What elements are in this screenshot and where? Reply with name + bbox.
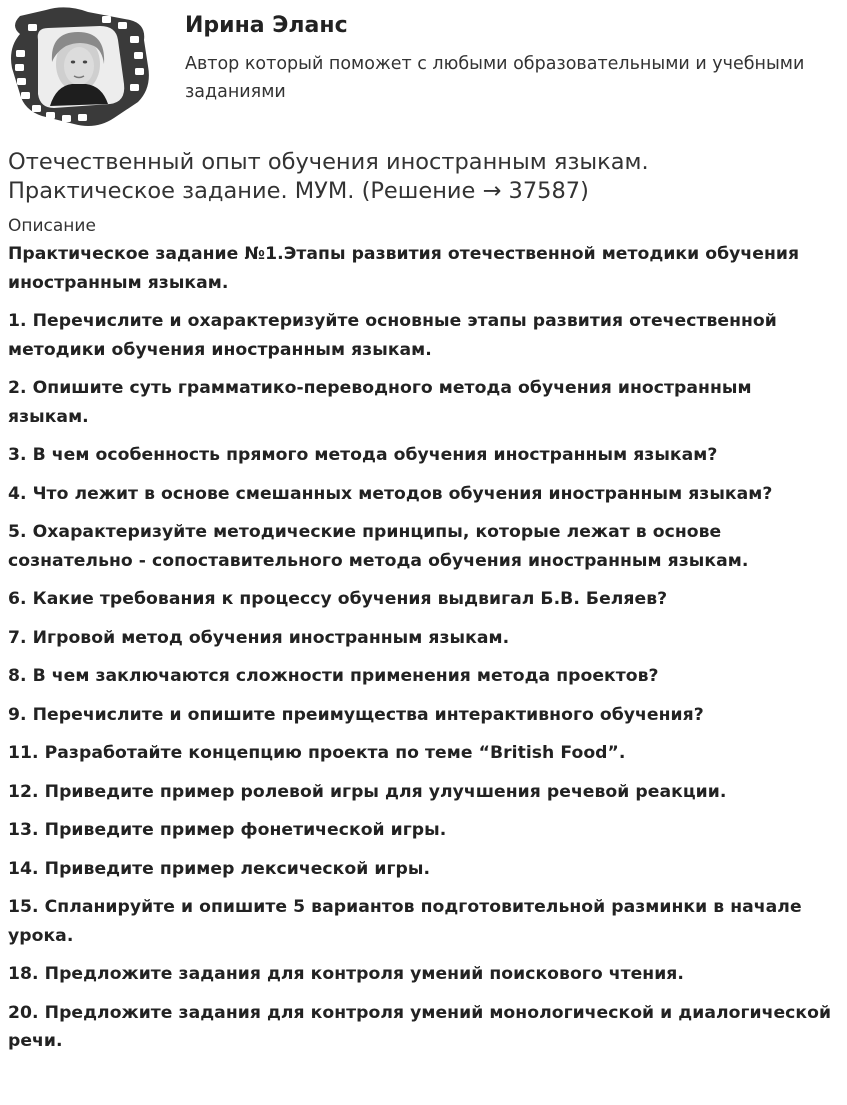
- task-item: 7. Игровой метод обучения иностранным языкам.: [8, 627, 510, 648]
- task-item: 15. Спланируйте и опишите 5 вариантов подготовительной разминки в начале урока.: [8, 897, 802, 946]
- task-item: 13. Приведите пример фонетической игры.: [8, 820, 447, 840]
- task-item: 18. Предложите задания для контроля умений поискового чтения.: [8, 964, 684, 984]
- task-item: 1. Перечислите и охарактеризуйте основные этапы развития отечественной методики обучения иностранным языкам.: [8, 311, 777, 360]
- page-title-line-2: Практическое задание. МУМ. (Решение → 37587): [8, 178, 589, 204]
- task-item: 9. Перечислите и опишите преимущества интерактивного обучения?: [8, 704, 704, 725]
- task-item: 5. Охарактеризуйте методические принципы, которые лежат в основе сознательно - сопоставительного метода обучения иностранным языкам.: [8, 522, 749, 571]
- page-title-line-1: Отечественный опыт обучения иностранным языкам.: [8, 149, 649, 175]
- description-label: Описание: [8, 216, 96, 236]
- task-item: 6. Какие требования к процессу обучения выдвигал Б.В. Беляев?: [8, 589, 668, 609]
- author-avatar[interactable]: [6, 6, 152, 128]
- task-item: 8. В чем заключаются сложности применения метода проектов?: [8, 666, 659, 686]
- task-item: Практическое задание №1.Этапы развития отечественной методики обучения иностранным языкам.: [8, 244, 800, 293]
- task-item: 2. Опишите суть грамматико-переводного метода обучения иностранным языкам.: [8, 378, 752, 427]
- film-strip-avatar-icon: [6, 6, 152, 128]
- task-list: [8, 240, 838, 1056]
- author-header: [0, 0, 847, 135]
- main-content: [8, 148, 838, 1066]
- task-item: 12. Приведите пример ролевой игры для улучшения речевой реакции.: [8, 781, 727, 802]
- task-item: 14. Приведите пример лексической игры.: [8, 858, 431, 879]
- task-item: 11. Разработайте концепцию проекта по теме “British Food”.: [8, 743, 626, 763]
- author-name[interactable]: Ирина Эланс: [185, 13, 348, 38]
- task-item: 4. Что лежит в основе смешанных методов обучения иностранным языкам?: [8, 483, 773, 504]
- author-description: Автор который поможет с любыми образовательными и учебными заданиями: [185, 54, 805, 102]
- page-title: [8, 148, 838, 206]
- task-item: 20. Предложите задания для контроля умений монологической и диалогической речи.: [8, 1002, 832, 1051]
- task-item: 3. В чем особенность прямого метода обучения иностранным языкам?: [8, 445, 718, 465]
